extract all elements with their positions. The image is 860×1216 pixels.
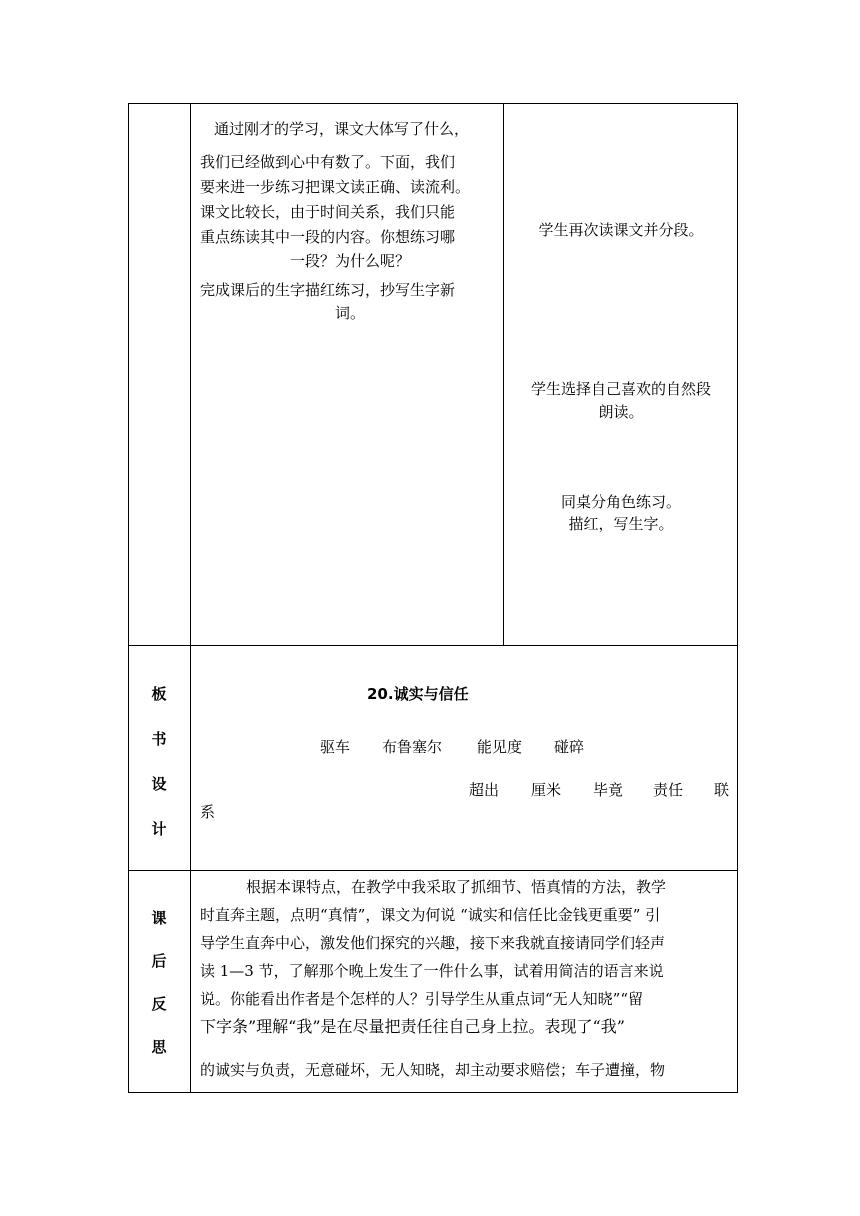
table-col-divider [190,103,191,1093]
teacher-line: 我们已经做到心中有数了。下面，我们 [200,153,456,171]
board-word: 责任 [653,781,684,799]
table-border-right [737,103,738,1093]
teacher-line: 课文比较长，由于时间关系，我们只能 [200,203,456,221]
reflection-line: 的诚实与负责，无意碰坏，无人知晓，却主动要求赔偿；车子遭撞，物 [200,1061,666,1079]
student-activity: 学生选择自己喜欢的自然段 [530,380,711,398]
board-title: 20.诚实与信任 [367,685,469,703]
label-char: 后 [151,952,167,970]
reflection-line: 说。你能看出作者是个怎样的人？引导学生从重点词“无人知晓”“留 [200,990,644,1008]
board-word: 布鲁塞尔 [382,738,443,756]
teacher-line: 重点练读其中一段的内容。你想练习哪 [200,228,456,246]
reflection-line: 时直奔主题，点明“真情”，课文为何说 “诚实和信任比金钱更重要” 引 [200,906,661,924]
teacher-line: 词。 [334,304,365,322]
board-word: 碰碎 [554,738,585,756]
board-word: 联 [714,781,730,799]
label-char: 书 [151,730,167,748]
reflection-line: 导学生直奔中心，激发他们探究的兴趣，接下来我就直接请同学们轻声 [200,934,666,952]
teacher-line: 要来进一步练习把课文读正确、读流利。 [200,178,471,196]
student-activity: 学生再次读课文并分段。 [538,221,704,239]
table-border-bottom [128,1092,738,1093]
board-word: 系 [200,803,216,821]
table-border-top [128,103,738,104]
teacher-line: 一段？为什么呢？ [289,252,410,270]
reflection-line: 读 1—3 节，了解那个晚上发生了一件什么事，试着用简洁的语言来说 [200,962,664,980]
student-activity: 同桌分角色练习。 [560,493,681,511]
teacher-line: 通过刚才的学习，课文大体写了什么， [214,120,470,138]
student-activity: 朗读。 [598,403,644,421]
reflection-line: 根据本课特点，在教学中我采取了抓细节、悟真情的方法，教学 [246,878,667,896]
board-word: 超出 [469,781,500,799]
reflection-line: 下字条”理解“我”是在尽量把责任往自己身上拉。表现了“我” [200,1017,625,1036]
table-inner-col-divider [503,103,504,645]
label-char: 思 [151,1038,167,1056]
label-char: 反 [151,995,167,1013]
table-row-divider-2 [128,870,738,871]
board-word: 毕竟 [593,781,624,799]
student-activity: 描红，写生字。 [568,515,674,533]
board-word: 能见度 [477,738,523,756]
label-char: 板 [151,685,167,703]
board-word: 厘米 [531,781,562,799]
teacher-line: 完成课后的生字描红练习，抄写生字新 [200,281,456,299]
label-char: 计 [151,820,167,838]
label-char: 设 [151,775,167,793]
table-border-left [128,103,129,1093]
board-word: 驱车 [320,738,351,756]
label-char: 课 [151,909,167,927]
table-row-divider-1 [128,645,738,646]
